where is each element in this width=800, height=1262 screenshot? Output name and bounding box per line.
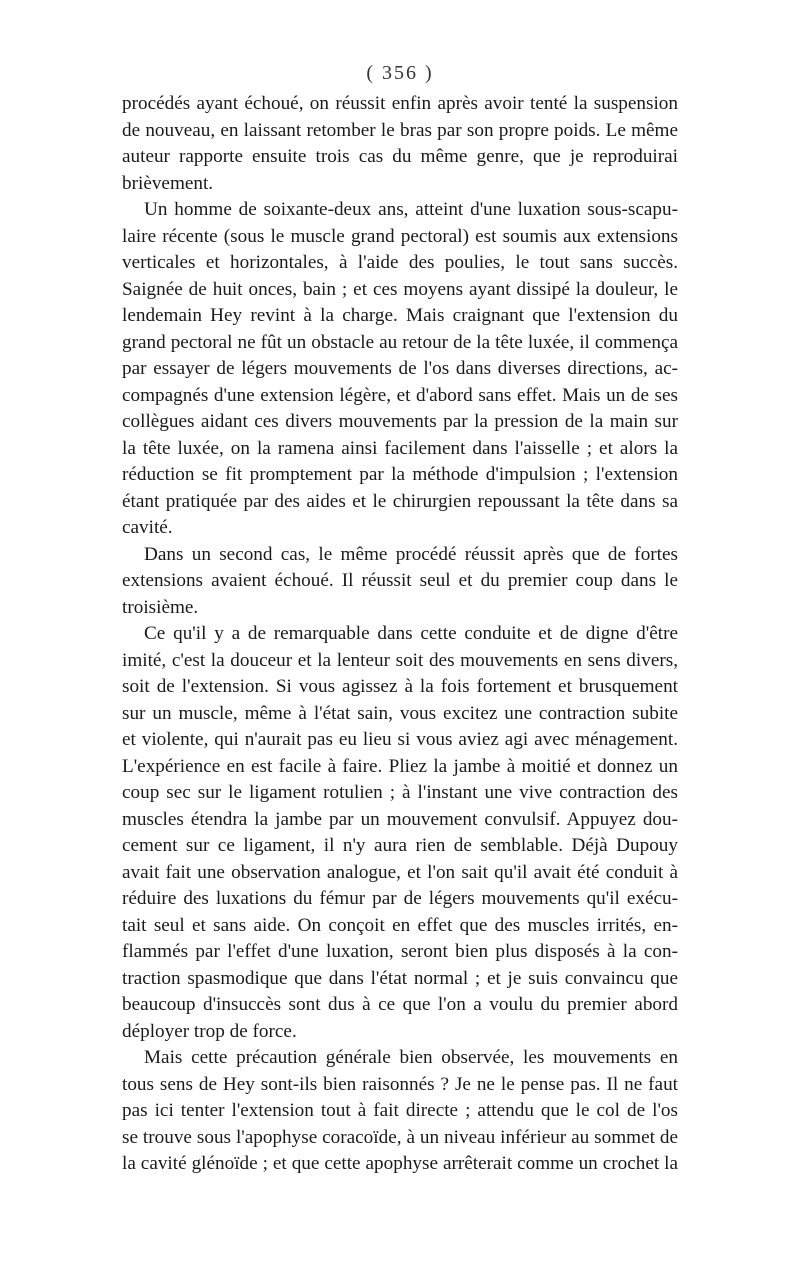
text-line: collègues aidant ces divers mouvements par la pression de la main sur [122, 411, 678, 432]
body-text [122, 91, 678, 1178]
paragraph [122, 91, 678, 197]
text-line: auteur rapporte ensuite trois cas du même genre, que je reproduirai [122, 146, 678, 167]
text-line: lendemain Hey revint à la charge. Mais craignant que l'extension du [122, 305, 678, 326]
text-line: Mais cette précaution générale bien observée, les mouvements en [144, 1047, 678, 1068]
text-line: cement sur ce ligament, il n'y aura rien de semblable. Déjà Dupouy [122, 835, 678, 856]
text-line: troisième. [122, 596, 199, 618]
text-line: par essayer de légers mouvements de l'os dans diverses directions, ac- [122, 358, 678, 379]
text-line: étant pratiquée par des aides et le chirurgien repoussant la tête dans sa [122, 490, 678, 512]
text-line: tous sens de Hey sont-ils bien raisonnés ? Je ne le pense pas. Il ne faut [122, 1073, 678, 1095]
text-line: brièvement. [122, 172, 214, 194]
text-line: extensions avaient échoué. Il réussit seul et du premier coup dans le [122, 570, 678, 591]
paragraph [122, 1045, 678, 1178]
text-line: Ce qu'il y a de remarquable dans cette conduite et de digne d'être [144, 623, 678, 644]
text-line: Dans un second cas, le même procédé réussit après que de fortes [144, 543, 678, 565]
text-line: imité, c'est la douceur et la lenteur soit des mouvements en sens divers, [122, 649, 678, 671]
text-line: coup sec sur le ligament rotulien ; à l'instant une vive contraction des [122, 782, 678, 803]
text-line: L'expérience en est facile à faire. Pliez la jambe à moitié et donnez un [122, 755, 678, 777]
text-line: déployer trop de force. [122, 1020, 297, 1042]
text-line: réduction se fit promptement par la méthode d'impulsion ; l'extension [122, 464, 678, 485]
text-line: verticales et horizontales, à l'aide des poulies, le tout sans succès. [122, 252, 678, 273]
text-line: Saignée de huit onces, bain ; et ces moyens ayant dissipé la douleur, le [122, 278, 678, 300]
text-line: de nouveau, en laissant retomber le bras par son propre poids. Le même [122, 119, 678, 141]
text-line: et violente, qui n'aurait pas eu lieu si vous aviez agi avec ménagement. [122, 729, 678, 750]
text-line: flammés par l'effet d'une luxation, seront bien plus disposés à la con- [122, 941, 678, 962]
text-line: Un homme de soixante-deux ans, atteint d'une luxation sous-scapu- [144, 199, 678, 220]
text-line: se trouve sous l'apophyse coracoïde, à un niveau inférieur au sommet de [122, 1126, 678, 1148]
paragraph [122, 542, 678, 622]
text-line: laire récente (sous le muscle grand pectoral) est soumis aux extensions [122, 225, 678, 247]
paragraph [122, 197, 678, 542]
text-line: réduire des luxations du fémur par de légers mouvements qu'il exécu- [122, 888, 678, 909]
text-line: la tête luxée, on la ramena ainsi facilement dans l'aisselle ; et alors la [122, 437, 678, 459]
page-number: ( 356 ) [366, 62, 434, 84]
text-line: muscles étendra la jambe par un mouvement convulsif. Appuyez dou- [122, 808, 678, 830]
text-line: procédés ayant échoué, on réussit enfin après avoir tenté la suspension [122, 93, 678, 114]
text-line: grand pectoral ne fût un obstacle au retour de la tête luxée, il commença [122, 331, 678, 353]
text-line: traction spasmodique que dans l'état normal ; et je suis convaincu que [122, 967, 678, 989]
text-line: tait seul et sans aide. On conçoit en effet que des muscles irrités, en- [122, 914, 678, 936]
text-line: sur un muscle, même à l'état sain, vous excitez une contraction subite [122, 702, 678, 724]
text-line: beaucoup d'insuccès sont dus à ce que l'on a voulu du premier abord [122, 994, 678, 1015]
text-line: cavité. [122, 517, 173, 538]
paragraph [122, 621, 678, 1045]
text-line: la cavité glénoïde ; et que cette apophyse arrêterait comme un crochet la [122, 1153, 678, 1174]
text-line: avait fait une observation analogue, et l'on sait qu'il avait été conduit à [122, 861, 678, 883]
text-line: soit de l'extension. Si vous agissez à la fois fortement et brusquement [122, 676, 678, 697]
text-line: compagnés d'une extension légère, et d'abord sans effet. Mais un de ses [122, 384, 678, 406]
text-line: pas ici tenter l'extension tout à fait directe ; attendu que le col de l'os [122, 1100, 678, 1121]
